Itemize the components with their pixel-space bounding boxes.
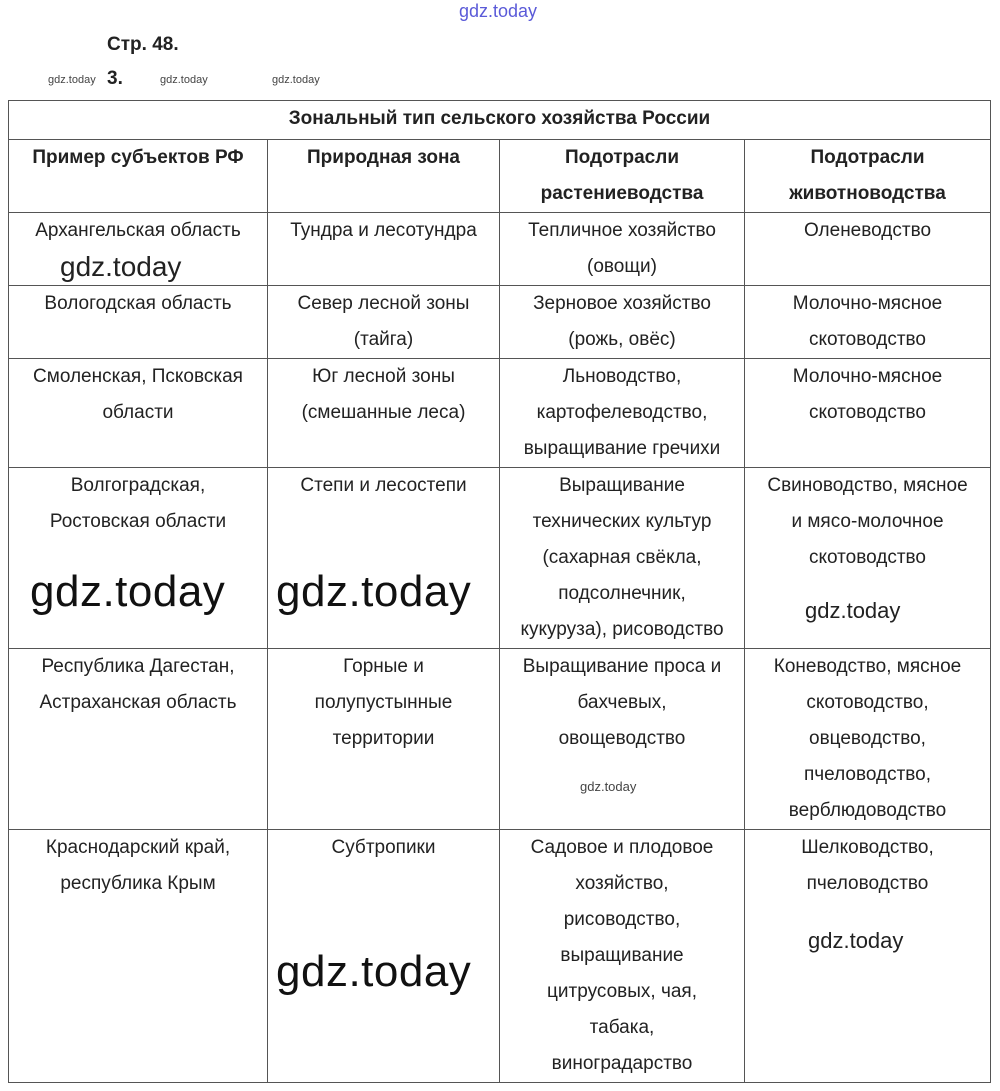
table-cell: Субтропики [268,830,500,1083]
table-row [9,359,991,468]
table-cell: Архангельская область [9,213,268,286]
table-cell: Тундра и лесотундра [268,213,500,286]
watermark: gdz.today [805,598,901,623]
table-cell: Коневодство, мясное скотоводство, овцеводство, пчеловодство, верблюдоводство [745,649,991,830]
table-cell: Свиноводство, мясное и мясо-молочное скотоводство [745,468,991,649]
table-cell: Краснодарский край, республика Крым [9,830,268,1083]
table-cell: Смоленская, Псковская области [9,359,268,468]
table-title: Зональный тип сельского хозяйства России [9,101,991,140]
table-cell: Зерновое хозяйство (рожь, овёс) [500,286,745,359]
table-cell: Степи и лесостепи [268,468,500,649]
watermark: gdz.today [30,567,226,616]
table-row [9,286,991,359]
watermark: gdz.today [808,928,904,953]
column-header: Природная зона [268,140,500,213]
watermark: gdz.today [276,567,472,616]
table-cell: Молочно-мясное скотоводство [745,359,991,468]
table-cell: Выращивание проса и бахчевых, овощеводство [500,649,745,830]
table-cell: Север лесной зоны (тайга) [268,286,500,359]
watermark: gdz.today [276,947,472,996]
table-cell: Горные и полупустынные территории [268,649,500,830]
table-cell: Выращивание технических культур (сахарная свёкла, подсолнечник, кукуруза), рисоводство [500,468,745,649]
watermark: gdz.today [48,74,96,86]
table-cell: Тепличное хозяйство (овощи) [500,213,745,286]
table-cell: Молочно-мясное скотоводство [745,286,991,359]
table-cell: Юг лесной зоны (смешанные леса) [268,359,500,468]
table-cell: Садовое и плодовое хозяйство, рисоводство, выращивание цитрусовых, чая, табака, виноградарство [500,830,745,1083]
column-header: Подотрасли растениеводства [500,140,745,213]
watermark: gdz.today [459,1,538,21]
table-cell: Вологодская область [9,286,268,359]
watermark: gdz.today [160,74,208,86]
table-row [9,649,991,830]
table-cell: Шелководство, пчеловодство [745,830,991,1083]
column-header: Подотрасли животноводства [745,140,991,213]
column-header: Пример субъектов РФ [9,140,268,213]
table-cell: Льноводство, картофелеводство, выращивание гречихи [500,359,745,468]
table-row [9,830,991,1083]
page-label: Стр. 48. [107,34,179,55]
table-cell: Волгоградская, Ростовская области [9,468,268,649]
table-cell: Оленеводство [745,213,991,286]
watermark: gdz.today [272,74,320,86]
table-cell: Республика Дагестан, Астраханская область [9,649,268,830]
watermark: gdz.today [580,779,637,794]
task-number: 3. [107,68,123,89]
watermark: gdz.today [60,251,182,282]
